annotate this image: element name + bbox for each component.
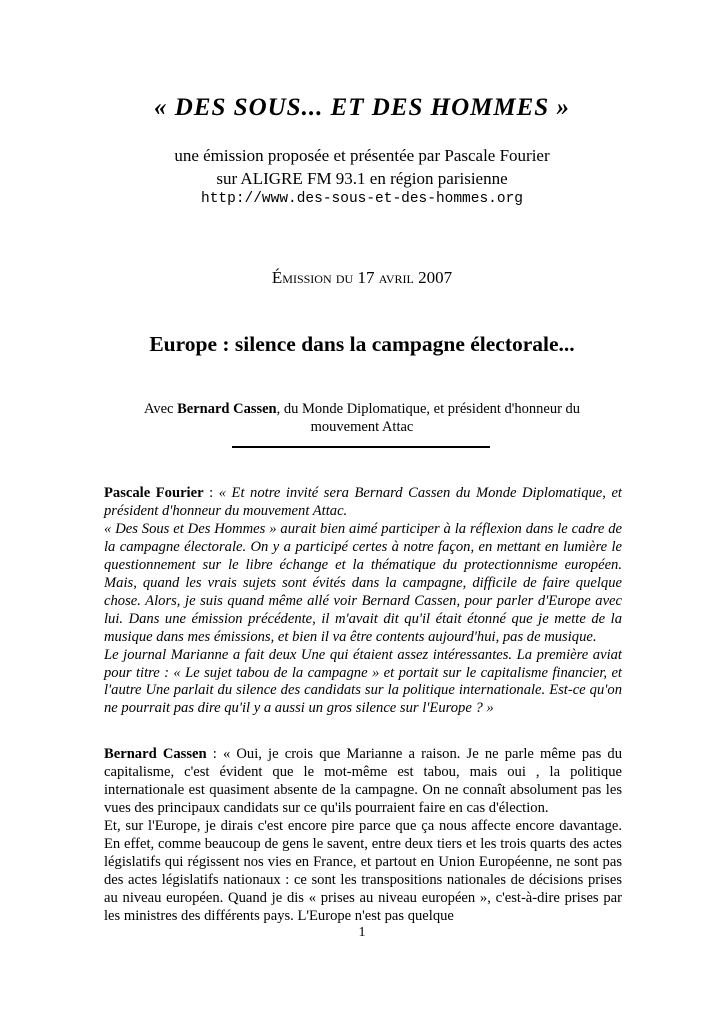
speaker-name: Bernard Cassen (104, 746, 207, 762)
paragraph-2-line-1: Bernard Cassen : « Oui, je crois que Marianne a raison. Je ne parle même pas du capitalisme, c'est évident que le mot-même est tabou, mais oui , la politique internationale est quasiment absente de la campagne. On ne connaît absolument pas les vues des principaux candidats sur ce qu'ils pourraient faire en cas d'élection. (104, 746, 622, 816)
episode-topic: Europe : silence dans la campagne électorale... (149, 332, 575, 356)
speaker-name: Pascale Fourier (104, 485, 204, 501)
quote-text: « Des Sous et Des Hommes » aurait bien aimé participer à la réflexion dans le cadre de la campagne électorale. On y a participé certes à notre façon, en mettant en lumière le questionnement sur le libre échange et la thématique du protectionnisme européen. Mais, quand les vrais sujets sont évités dans la campagne, difficile de faire quelque chose. Alors, je suis quand même allé voir Bernard Cassen, pour parler d'Europe avec lui. Dans une émission précédente, il m'avait dit qu'il était étonné que je mette de la musique dans mes émissions, et bien il va être contents aujourd'hui, pas de musique. (104, 520, 622, 645)
quote-text: « Et notre invité sera Bernard Cassen du Monde Diplomatique, et président d'honneur du mouvement Attac. (104, 485, 622, 519)
guest-description: , du Monde Diplomatique, et président d'honneur du (276, 401, 581, 417)
guest-description-line-2: mouvement Attac (310, 419, 414, 435)
guest-prefix: Avec (143, 401, 178, 417)
paragraph-bernard-cassen (104, 746, 622, 926)
divider-rule (232, 446, 490, 448)
answer-text: Et, sur l'Europe, je dirais c'est encore pire parce que ça nous affecte encore davantage. En effet, comme beaucoup de gens le savent, entre deux tiers et les trois quarts des actes législatifs qui régissent nos vies en France, et partout en Union Européenne, ne sont pas des actes législatifs nationaux : ce sont les transpositions nationales de décisions prises au niveau européen. Quand je dis « prises au niveau européen », c'est-à-dire prises par les ministres des différents pays. L'Europe n'est pas quelque (104, 817, 622, 924)
document-title: « DES SOUS... ET DES HOMMES » (154, 94, 570, 121)
subtitle-line-2: sur ALIGRE FM 93.1 en région parisienne (216, 169, 508, 188)
subtitle-line-1: une émission proposée et présentée par Pascale Fourier (174, 146, 550, 165)
answer-text: « Oui, je crois que Marianne a raison. Je ne parle même pas du capitalisme, c'est évident que le mot-même est tabou, mais oui , la politique internationale est quasiment absente de la campagne. On ne connaît absolument pas les vues des principaux candidats sur ce qu'ils pourraient faire en cas d'élection. (104, 746, 622, 816)
website-url: http://www.des-sous-et-des-hommes.org (201, 191, 523, 207)
page-number: 1 (358, 925, 366, 940)
guest-line (0, 400, 724, 436)
paragraph-pascale-fourier (104, 485, 622, 718)
broadcast-date: Émission du 17 avril 2007 (271, 268, 453, 287)
guest-name: Bernard Cassen (177, 401, 277, 417)
paragraph-1-line-1: Pascale Fourier : « Et notre invité sera Bernard Cassen du Monde Diplomatique, et président d'honneur du mouvement Attac. (104, 485, 622, 519)
quote-text: Le journal Marianne a fait deux Une qui étaient assez intéressantes. La première aviat pour titre : « Le sujet tabou de la campagne » et portait sur le capitalisme financier, et l'autre Une parlait du silence des candidats sur la politique internationale. Est-ce qu'on ne pourrait pas dire qu'il y a aussi un gros silence sur l'Europe ? » (104, 646, 622, 717)
